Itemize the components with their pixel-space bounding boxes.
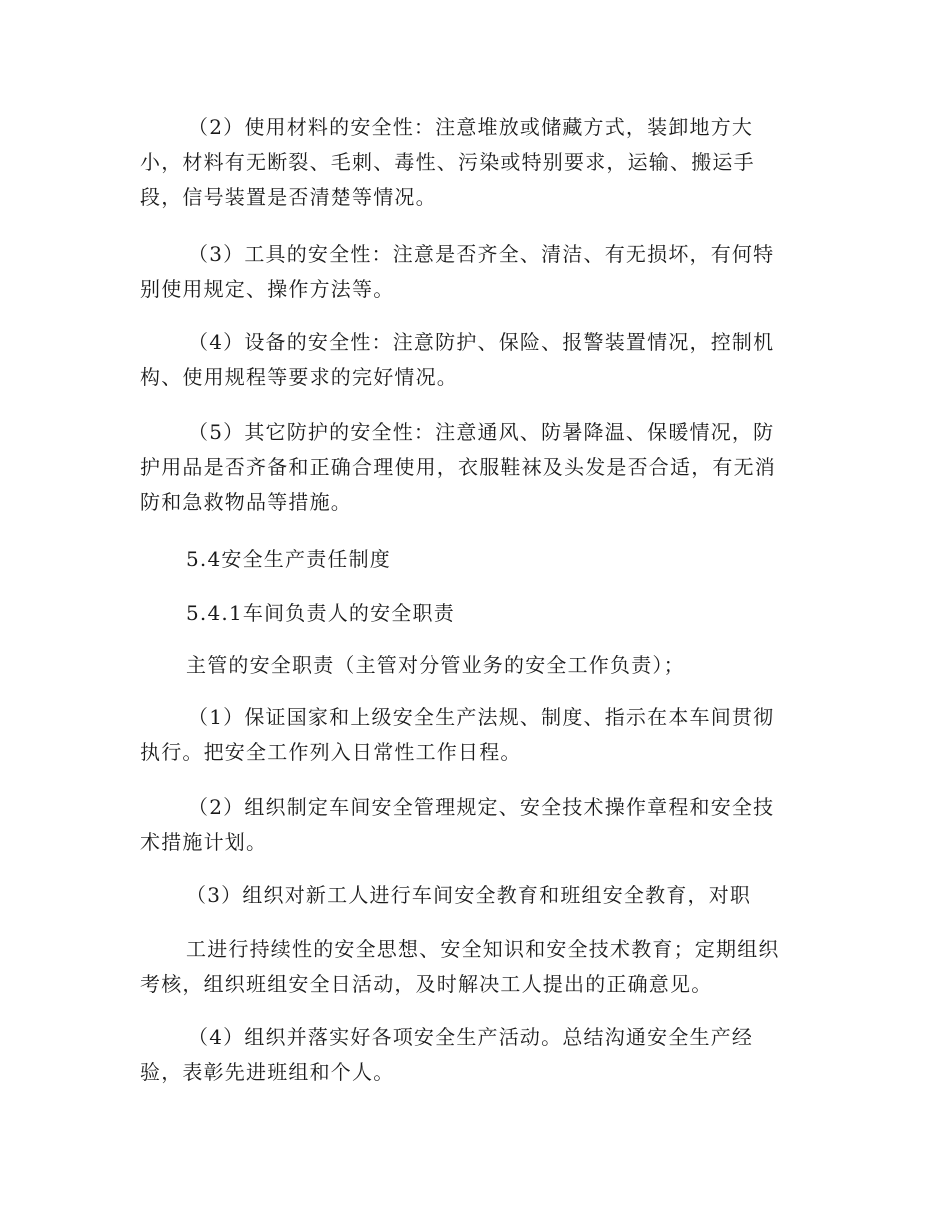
text-line: 护用品是否齐备和正确合理使用，衣服鞋袜及头发是否合适，有无消	[140, 455, 776, 479]
text-line: 执行。把安全工作列入日常性工作日程。	[140, 740, 522, 764]
text-line: （5）其它防护的安全性：注意通风、防暑降温、保暖情况，防	[188, 420, 775, 444]
para-materials-safety	[0, 110, 950, 215]
text-line: 别使用规定、操作方法等。	[140, 277, 395, 301]
text-line: （4）设备的安全性：注意防护、保险、报警装置情况，控制机	[188, 330, 775, 354]
heading-5-4-1	[0, 596, 950, 631]
text-line: （4）组织并落实好各项安全生产活动。总结沟通安全生产经	[188, 1025, 754, 1049]
text-line: 考核，组织班组安全日活动，及时解决工人提出的正确意见。	[140, 972, 713, 996]
text-line: 构、使用规程等要求的完好情况。	[140, 365, 458, 389]
text-line: 主管的安全职责（主管对分管业务的安全工作负责）；	[186, 653, 685, 677]
text-line: （2）组织制定车间安全管理规定、安全技术操作章程和安全技	[188, 795, 775, 819]
text-line: （1）保证国家和上级安全生产法规、制度、指示在本车间贯彻	[188, 705, 775, 729]
para-tools-safety	[0, 237, 950, 307]
text-line: 防和急救物品等措施。	[140, 490, 352, 514]
text-line: （3）组织对新工人进行车间安全教育和班组安全教育，对职	[186, 883, 752, 907]
para-duty-4	[0, 1020, 950, 1090]
text-line: 术措施计划。	[140, 830, 268, 854]
para-duty-3a	[0, 878, 950, 913]
subsection-heading: 5.4.1车间负责人的安全职责	[186, 601, 455, 625]
text-line: 段，信号装置是否清楚等情况。	[140, 185, 437, 209]
text-line: 验，表彰先进班组和个人。	[140, 1060, 395, 1084]
heading-5-4	[0, 542, 950, 577]
para-supervisor-duty	[0, 648, 950, 683]
text-line: （3）工具的安全性：注意是否齐全、清洁、有无损坏，有何特	[188, 242, 775, 266]
para-duty-1	[0, 700, 950, 770]
para-other-protection	[0, 415, 950, 520]
text-line: 小，材料有无断裂、毛刺、毒性、污染或特别要求，运输、搬运手	[140, 150, 755, 174]
text-line: 工进行持续性的安全思想、安全知识和安全技术教育；定期组织	[186, 937, 780, 961]
para-duty-3b	[0, 932, 950, 1002]
section-heading: 5.4安全生产责任制度	[186, 547, 392, 571]
para-duty-2	[0, 790, 950, 860]
para-equipment-safety	[0, 325, 950, 395]
text-line: （2）使用材料的安全性：注意堆放或储藏方式，装卸地方大	[188, 115, 754, 139]
